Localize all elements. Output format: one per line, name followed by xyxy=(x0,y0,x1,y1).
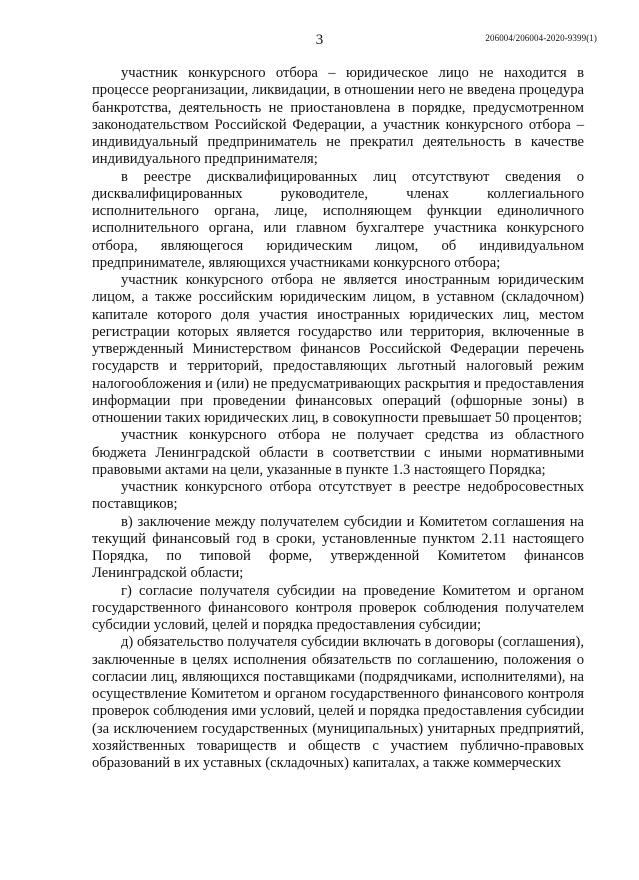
paragraph-reorganization: участник конкурсного отбора – юридическое лицо не находится в процессе реорганизации, ликвидации, в отношении него не введена процедура банкротства, деятельность не приостановлена в порядке, предусмотренном законодательством Российской Федерации, а участник конкурсного отбора – индивидуальный предприниматель не прекратил деятельность в качестве индивидуального предпринимателя; xyxy=(92,65,584,168)
body-text xyxy=(92,65,584,772)
paragraph-item-g: г) согласие получателя субсидии на проведение Комитетом и органом государственного финансового контроля проверок соблюдения получателем субсидии условий, целей и порядка предоставления субсидии; xyxy=(92,582,584,633)
paragraph-foreign-entity: участник конкурсного отбора не является иностранным юридическим лицом, а также российским юридическим лицом, в уставном (складочном) капитале которого доля участия иностранных юридических лиц, местом регистрации которых является государство или территория, включенные в утвержденный Министерством финансов Российской Федерации перечень государств и территорий, предоставляющих льготный налоговый режим налогообложения и (или) не предусматривающих раскрытия и предоставления информации при проведении финансовых операций (офшорные зоны) в отношении таких юридических лиц, в совокупности превышает 50 процентов; xyxy=(92,272,584,426)
document-id: 206004/206004-2020-9399(1) xyxy=(485,33,597,43)
page-number: 3 xyxy=(315,32,324,48)
paragraph-item-v: в) заключение между получателем субсидии и Комитетом соглашения на текущий финансовый год в сроки, установленные пунктом 2.11 настоящего Порядка, по типовой форме, утвержденной Комитетом финансов Ленинградской области; xyxy=(92,513,584,582)
paragraph-budget-funds: участник конкурсного отбора не получает средства из областного бюджета Ленинградской области в соответствии с иными нормативными правовыми актами на цели, указанные в пункте 1.3 настоящего Порядка; xyxy=(92,427,584,478)
paragraph-item-d: д) обязательство получателя субсидии включать в договоры (соглашения), заключенные в целях исполнения обязательств по соглашению, положения о согласии лиц, являющихся поставщиками (подрядчиками, исполнителями), на осуществление Комитетом и органом государственного финансового контроля проверок соблюдения ими условий, целей и порядка предоставления субсидии (за исключением государственных (муниципальных) унитарных предприятий, хозяйственных товариществ и обществ с участием публично-правовых образований в их уставных (складочных) капиталах, а также коммерческих xyxy=(92,634,584,771)
paragraph-disqualified-registry: в реестре дисквалифицированных лиц отсутствуют сведения о дисквалифицированных руководителе, членах коллегиального исполнительного органа, лице, исполняющем функции единоличного исполнительного органа, или главном бухгалтере участника конкурсного отбора, являющегося юридическим лицом, об индивидуальном предпринимателе, являющихся участниками конкурсного отбора; xyxy=(92,168,584,271)
paragraph-unfair-suppliers: участник конкурсного отбора отсутствует в реестре недобросовестных поставщиков; xyxy=(92,479,584,513)
